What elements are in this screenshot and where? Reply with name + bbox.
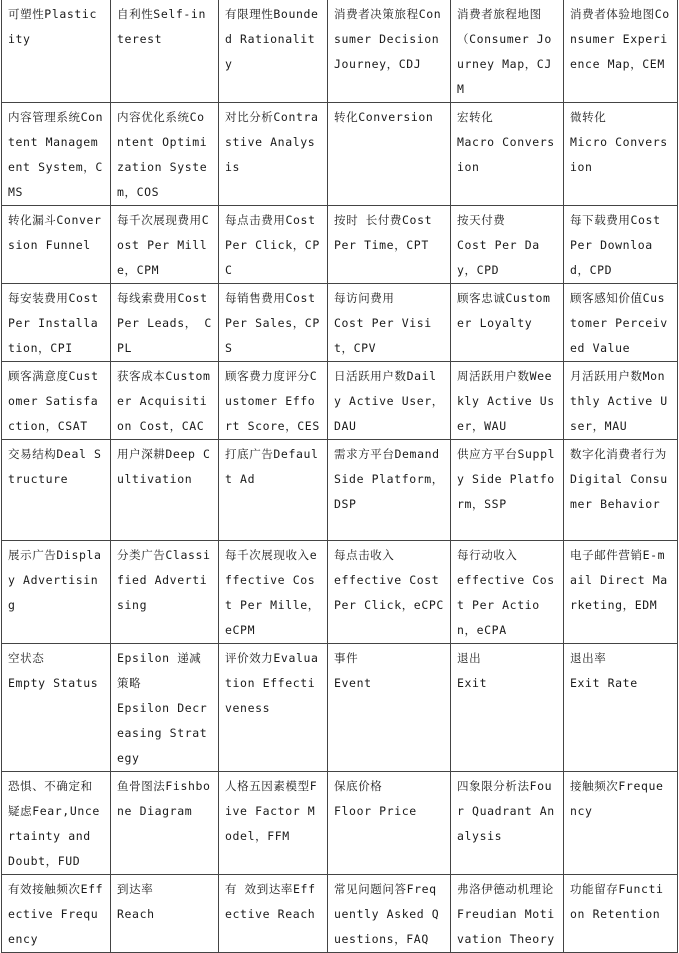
term-cell: 弗洛伊德动机理论Freudian Motivation Theory [451, 875, 564, 953]
term-cell: 供应方平台Supply Side Platform，SSP [451, 440, 564, 541]
term-cell: 退出 Exit [451, 644, 564, 772]
term-cell: 事件 Event [328, 644, 451, 772]
table-row [2, 0, 678, 103]
term-cell: 分类广告Classified Advertising [111, 541, 219, 644]
term-cell: 展示广告Display Advertising [2, 541, 111, 644]
term-cell: 自利性Self-interest [111, 0, 219, 103]
term-cell: 接触频次Frequency [564, 772, 678, 875]
term-cell: 每销售费用Cost Per Sales，CPS [219, 284, 328, 362]
term-cell: 鱼骨图法Fishbone Diagram [111, 772, 219, 875]
term-cell: 获客成本Customer Acquisition Cost，CAC [111, 362, 219, 440]
term-cell: 退出率 Exit Rate [564, 644, 678, 772]
term-cell: 每线索费用Cost Per Leads， CPL [111, 284, 219, 362]
term-cell: 按天付费 Cost Per Day，CPD [451, 206, 564, 284]
term-cell: 消费者决策旅程Consumer Decision Journey，CDJ [328, 0, 451, 103]
terms-table [1, 0, 678, 953]
term-cell: 需求方平台Demand Side Platform，DSP [328, 440, 451, 541]
term-cell: 可塑性Plasticity [2, 0, 111, 103]
term-cell: 消费者旅程地图（Consumer Journey Map，CJM [451, 0, 564, 103]
term-cell: 功能留存Function Retention [564, 875, 678, 953]
term-cell: 有效接触频次Effective Frequency [2, 875, 111, 953]
table-row [2, 644, 678, 772]
table-row [2, 875, 678, 953]
term-cell: 每访问费用 Cost Per Visit，CPV [328, 284, 451, 362]
term-cell: 数字化消费者行为 Digital Consumer Behavior [564, 440, 678, 541]
term-cell: 每点击费用Cost Per Click，CPC [219, 206, 328, 284]
term-cell: 交易结构Deal Structure [2, 440, 111, 541]
table-row [2, 772, 678, 875]
term-cell: 评价效力Evaluation Effectiveness [219, 644, 328, 772]
table-row [2, 440, 678, 541]
term-cell: 用户深耕Deep Cultivation [111, 440, 219, 541]
term-cell: 每千次展现费用Cost Per Mille，CPM [111, 206, 219, 284]
table-row [2, 362, 678, 440]
term-cell: 月活跃用户数Monthly Active User，MAU [564, 362, 678, 440]
term-cell: Epsilon 递减策略 Epsilon Decreasing Strategy [111, 644, 219, 772]
table-row [2, 284, 678, 362]
term-cell: 微转化 Micro Conversion [564, 103, 678, 206]
term-cell: 顾客感知价值Customer Perceived Value [564, 284, 678, 362]
term-cell: 打底广告Default Ad [219, 440, 328, 541]
term-cell: 有限理性Bounded Rationality [219, 0, 328, 103]
term-cell: 四象限分析法Four Quadrant Analysis [451, 772, 564, 875]
term-cell: 恐惧、不确定和疑虑Fear,Uncertainty and Doubt，FUD [2, 772, 111, 875]
term-cell: 常见问题问答Frequently Asked Questions，FAQ [328, 875, 451, 953]
term-cell: 每千次展现收入effective Cost Per Mille，eCPM [219, 541, 328, 644]
term-cell: 顾客忠诚Customer Loyalty [451, 284, 564, 362]
term-cell: 保底价格 Floor Price [328, 772, 451, 875]
term-cell: 顾客满意度Customer Satisfaction，CSAT [2, 362, 111, 440]
term-cell: 消费者体验地图Consumer Experience Map，CEM [564, 0, 678, 103]
term-cell: 内容优化系统Content Optimization System，COS [111, 103, 219, 206]
term-cell: 转化Conversion [328, 103, 451, 206]
term-cell: 每行动收入 effective Cost Per Action，eCPA [451, 541, 564, 644]
term-cell: 对比分析Contrastive Analysis [219, 103, 328, 206]
term-cell: 每下载费用Cost Per Download，CPD [564, 206, 678, 284]
table-row [2, 541, 678, 644]
term-cell: 日活跃用户数Daily Active User，DAU [328, 362, 451, 440]
term-cell: 到达率 Reach [111, 875, 219, 953]
term-cell: 顾客费力度评分Customer Effort Score，CES [219, 362, 328, 440]
table-row [2, 206, 678, 284]
term-cell: 每安装费用Cost Per Installation，CPI [2, 284, 111, 362]
term-cell: 按时 长付费Cost Per Time，CPT [328, 206, 451, 284]
term-cell: 人格五因素模型Five Factor Model，FFM [219, 772, 328, 875]
term-cell: 每点击收入 effective Cost Per Click，eCPC [328, 541, 451, 644]
term-cell: 宏转化 Macro Conversion [451, 103, 564, 206]
table-row [2, 103, 678, 206]
term-cell: 空状态 Empty Status [2, 644, 111, 772]
term-cell: 转化漏斗Conversion Funnel [2, 206, 111, 284]
term-cell: 电子邮件营销E-mail Direct Marketing，EDM [564, 541, 678, 644]
term-cell: 内容管理系统Content Management System，CMS [2, 103, 111, 206]
term-cell: 有 效到达率Effective Reach [219, 875, 328, 953]
term-cell: 周活跃用户数Weekly Active User，WAU [451, 362, 564, 440]
